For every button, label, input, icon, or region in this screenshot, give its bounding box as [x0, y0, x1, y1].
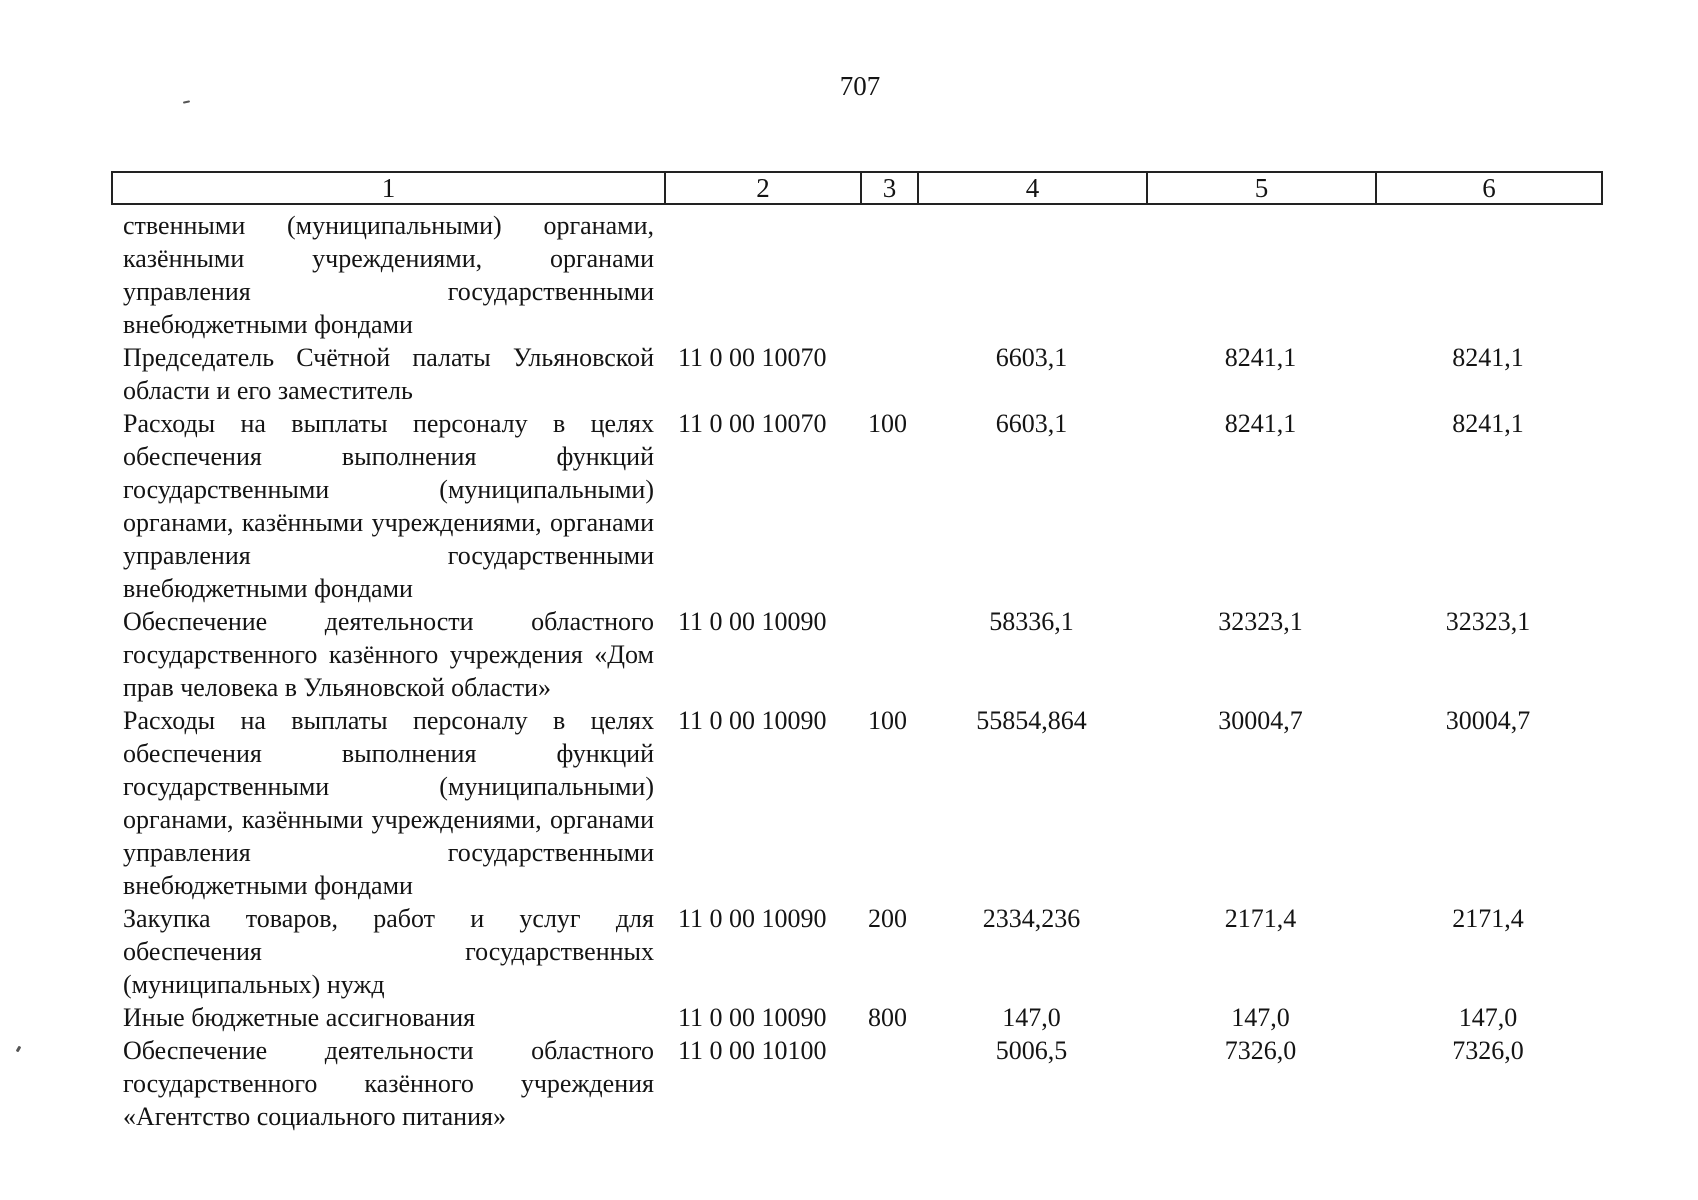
column-header: 4 [918, 172, 1147, 204]
row-description: Председатель Счётной палаты Ульяновской области и его заместитель [123, 343, 654, 405]
amount-col-5: 2171,4 [1224, 904, 1297, 933]
amount-col-6 [1375, 209, 1601, 341]
amount-col-4: 58336,1 [989, 607, 1074, 636]
page-number: 707 [839, 71, 881, 101]
expense-type-code [860, 605, 917, 704]
amount-col-6: 147,0 [1458, 1003, 1518, 1032]
target-article-code: 11 0 00 10090 [678, 607, 827, 636]
expense-type-code: 200 [868, 904, 907, 933]
table-row [111, 902, 1601, 1001]
amount-col-5: 7326,0 [1224, 1036, 1297, 1065]
amount-col-6: 30004,7 [1445, 706, 1531, 735]
column-header-row [112, 172, 1602, 204]
expense-type-code: 800 [868, 1003, 907, 1032]
table-row [111, 341, 1601, 407]
target-article-code: 11 0 00 10070 [678, 343, 827, 372]
table-row [111, 704, 1601, 902]
row-description: Расходы на выплаты персоналу в целях обеспечения выполнения функций государственными (муниципальными) органами, казёнными учреждениями, органами управления государственными внебюджетными фондами [123, 409, 654, 603]
amount-col-6: 32323,1 [1445, 607, 1531, 636]
scan-speck [16, 1046, 22, 1053]
amount-col-6: 2171,4 [1452, 904, 1524, 933]
column-header: 5 [1147, 172, 1376, 204]
target-article-code: 11 0 00 10090 [678, 1003, 827, 1032]
amount-col-6: 8241,1 [1452, 343, 1524, 372]
amount-col-5: 8241,1 [1224, 409, 1297, 438]
table-row [111, 407, 1601, 605]
amount-col-5: 32323,1 [1218, 607, 1303, 636]
row-description: Обеспечение деятельности областного государственного казённого учреждения «Агентство социального питания» [123, 1036, 654, 1131]
table-row [111, 1034, 1601, 1133]
row-description: Расходы на выплаты персоналу в целях обеспечения выполнения функций государственными (муниципальными) органами, казёнными учреждениями, органами управления государственными внебюджетными фондами [123, 706, 654, 900]
amount-col-4: 5006,5 [995, 1036, 1068, 1065]
column-header: 6 [1376, 172, 1602, 204]
column-header: 3 [861, 172, 918, 204]
row-description: Обеспечение деятельности областного государственного казённого учреждения «Дом прав человека в Ульяновской области» [123, 607, 654, 702]
expense-type-code [860, 341, 917, 407]
scan-speck [183, 100, 190, 103]
expense-type-code [860, 209, 917, 341]
column-header-table [111, 171, 1603, 205]
column-header: 1 [112, 172, 665, 204]
expense-type-code [860, 1034, 917, 1133]
target-article-code: 11 0 00 10070 [678, 409, 827, 438]
amount-col-4: 147,0 [1002, 1003, 1061, 1032]
amount-col-4: 2334,236 [982, 904, 1081, 933]
amount-col-6: 7326,0 [1452, 1036, 1524, 1065]
expense-type-code: 100 [868, 409, 907, 438]
table-row [111, 605, 1601, 704]
amount-col-4: 6603,1 [995, 343, 1068, 372]
amount-col-5: 30004,7 [1218, 706, 1303, 735]
target-article-code: 11 0 00 10090 [678, 706, 827, 735]
table-row [111, 209, 1601, 341]
column-header: 2 [665, 172, 861, 204]
amount-col-6: 8241,1 [1452, 409, 1524, 438]
amount-col-4: 55854,864 [976, 706, 1087, 735]
expense-type-code: 100 [868, 706, 907, 735]
row-description: ственными (муниципальными) органами, казёнными учреждениями, органами управления государственными внебюджетными фондами [123, 211, 654, 339]
amount-col-4: 6603,1 [995, 409, 1068, 438]
amount-col-5: 147,0 [1231, 1003, 1290, 1032]
target-article-code: 11 0 00 10100 [678, 1036, 827, 1065]
target-article-code [664, 209, 860, 341]
row-description: Закупка товаров, работ и услуг для обеспечения государственных (муниципальных) нужд [123, 904, 654, 999]
table-row [111, 1001, 1601, 1034]
target-article-code: 11 0 00 10090 [678, 904, 827, 933]
amount-col-5: 8241,1 [1224, 343, 1297, 372]
budget-table [111, 209, 1601, 1133]
amount-col-4 [917, 209, 1146, 341]
row-description: Иные бюджетные ассигнования [123, 1003, 476, 1032]
amount-col-5 [1146, 209, 1375, 341]
